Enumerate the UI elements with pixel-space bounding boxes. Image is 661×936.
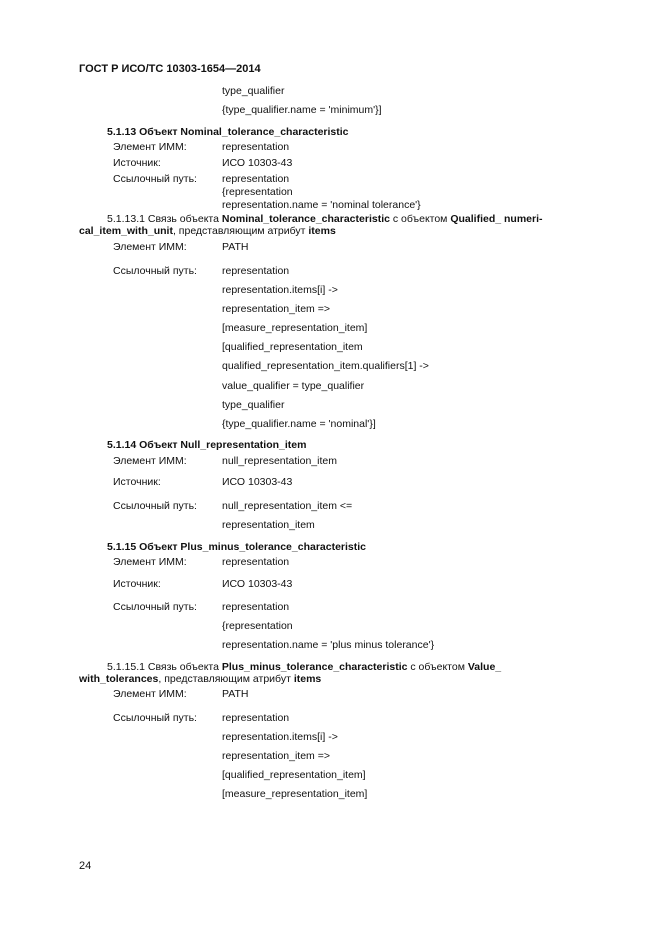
path-line: representation.name = 'nominal tolerance'} — [222, 199, 421, 211]
element-value: representation — [222, 556, 290, 568]
section-heading-5-1-15: 5.1.15 Объект Plus_minus_tolerance_characteristic — [107, 541, 367, 553]
page-number: 24 — [79, 860, 92, 872]
path-line: type_qualifier — [222, 85, 285, 97]
paragraph-5-1-13-1: 5.1.13.1 Связь объекта Nominal_tolerance_characteristic с объектом Qualified_ numeri- cal_item_with_unit, представляющим атрибут items — [79, 213, 543, 237]
path-label: Ссылочный путь: — [113, 265, 197, 277]
path-line: [measure_representation_item] — [222, 322, 368, 334]
path-line: [qualified_representation_item — [222, 341, 363, 353]
section-heading-5-1-14: 5.1.14 Объект Null_representation_item — [107, 439, 307, 451]
source-value: ИСО 10303-43 — [222, 476, 293, 488]
path-label: Ссылочный путь: — [113, 601, 197, 613]
path-line: {type_qualifier.name = 'minimum'}] — [222, 104, 382, 116]
path-line: qualified_representation_item.qualifiers[1] -> — [222, 360, 429, 372]
path-line: null_representation_item <= — [222, 500, 353, 512]
source-label: Источник: — [113, 578, 161, 590]
element-value: PATH — [222, 241, 249, 253]
path-line: type_qualifier — [222, 399, 285, 411]
path-line: representation.items[i] -> — [222, 284, 338, 296]
element-label: Элемент ИММ: — [113, 455, 187, 467]
path-line: representation.items[i] -> — [222, 731, 338, 743]
path-line: representation — [222, 173, 290, 185]
element-value: PATH — [222, 688, 249, 700]
path-line: value_qualifier = type_qualifier — [222, 380, 365, 392]
path-line: representation — [222, 712, 290, 724]
path-label: Ссылочный путь: — [113, 173, 197, 185]
path-line: [measure_representation_item] — [222, 788, 368, 800]
path-line: representation.name = 'plus minus tolerance'} — [222, 639, 435, 651]
path-label: Ссылочный путь: — [113, 500, 197, 512]
path-line: representation_item => — [222, 750, 330, 762]
path-label: Ссылочный путь: — [113, 712, 197, 724]
path-line: {representation — [222, 186, 293, 198]
path-line: representation — [222, 265, 290, 277]
section-heading-5-1-13: 5.1.13 Объект Nominal_tolerance_characteristic — [107, 126, 349, 138]
source-label: Источник: — [113, 476, 161, 488]
path-line: representation — [222, 601, 290, 613]
path-line: representation_item — [222, 519, 315, 531]
element-value: representation — [222, 141, 290, 153]
page-header: ГОСТ Р ИСО/ТС 10303-1654—2014 — [79, 63, 261, 75]
element-label: Элемент ИММ: — [113, 241, 187, 253]
element-label: Элемент ИММ: — [113, 556, 187, 568]
paragraph-5-1-15-1: 5.1.15.1 Связь объекта Plus_minus_tolerance_characteristic с объектом Value_ with_tolerances, представляющим атрибут items — [79, 661, 502, 685]
source-label: Источник: — [113, 157, 161, 169]
source-value: ИСО 10303-43 — [222, 157, 293, 169]
path-line: {type_qualifier.name = 'nominal'}] — [222, 418, 376, 430]
path-line: [qualified_representation_item] — [222, 769, 366, 781]
path-line: representation_item => — [222, 303, 330, 315]
element-label: Элемент ИММ: — [113, 688, 187, 700]
element-value: null_representation_item — [222, 455, 337, 467]
path-line: {representation — [222, 620, 293, 632]
source-value: ИСО 10303-43 — [222, 578, 293, 590]
element-label: Элемент ИММ: — [113, 141, 187, 153]
